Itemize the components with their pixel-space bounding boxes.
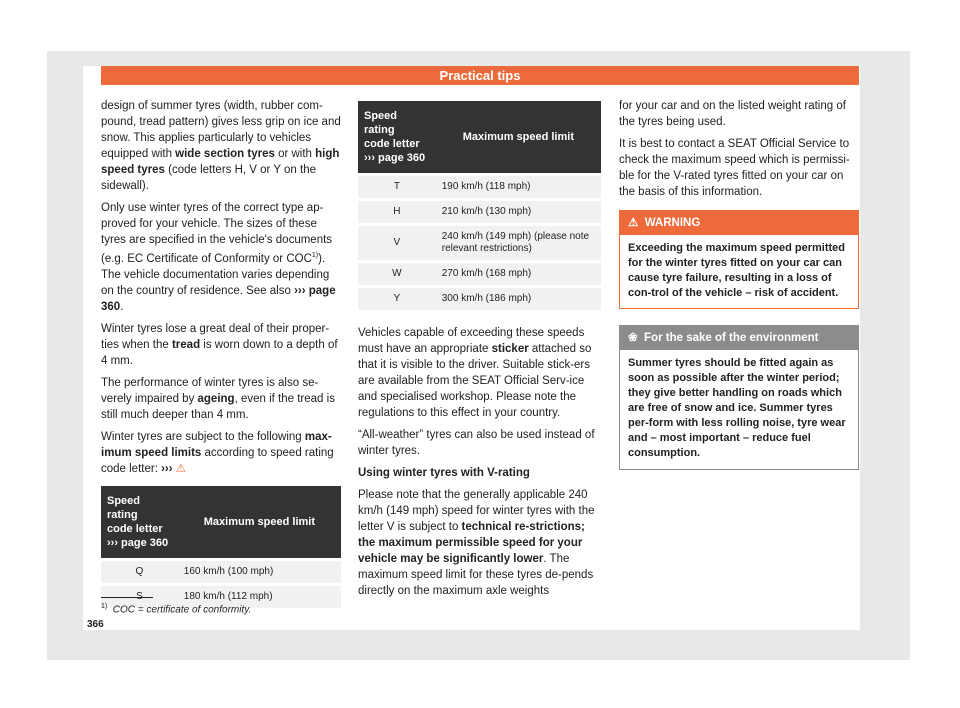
speed-code-cell: Y xyxy=(358,288,436,310)
paragraph-approved-tyres: Only use winter tyres of the correct type ap-proved for your vehicle. The sizes of these tyres are specified in the vehicle's documents (e.g. EC Certificate of Conformity or COC$^{1)}$). The vehicle documentation varies depending on the country of residence. See also ››› page 360. xyxy=(101,202,336,313)
page-number: 366 xyxy=(87,619,104,630)
paragraph-sticker: Vehicles capable of exceeding these speeds must have an appropriate sticker attached so that it is visible to the driver. Suitable stick-ers are available from the SEAT Official Serv-ice and specialised workshop. Please note the regulations to this effect in your country. xyxy=(358,327,592,419)
environment-header xyxy=(620,326,858,350)
footnote: $^{1)}$ COC = certificate of conformity. xyxy=(101,603,252,616)
speed-code-cell: T xyxy=(358,176,436,198)
environment-title: For the sake of the environment xyxy=(644,332,819,344)
table-row xyxy=(358,288,601,310)
environment-body: Summer tyres should be fitted again as soon as possible after the winter period; they give better handling on roads which are free of snow and ice. Summer tyres per-form with less rolling noise, tyre wear and – most important – reduce fuel consumption. xyxy=(628,357,846,459)
paragraph-summer-tyres: design of summer tyres (width, rubber com-pound, tread pattern) gives less grip on ice and snow. This applies particularly to vehicles equipped with wide section tyres or with high speed tyres (code letters H, V or Y on the sidewall). xyxy=(101,100,341,192)
speed-limit-cell: 300 km/h (186 mph) xyxy=(436,288,601,310)
table-header-code: Speed rating code letter ››› page 360 xyxy=(101,486,178,558)
column-right xyxy=(619,98,859,470)
table-row xyxy=(358,226,601,260)
warning-title: WARNING xyxy=(644,217,701,229)
paragraph-speed-limits: Winter tyres are subject to the following max-imum speed limits according to speed rating code letter: ››› ⚠ xyxy=(101,430,334,475)
leaf-icon: ❀ xyxy=(628,332,638,344)
footnote-divider xyxy=(101,597,153,598)
paragraph-tread: Winter tyres lose a great deal of their proper-ties when the tread is worn down to a depth of 4 mm. xyxy=(101,322,338,367)
speed-table-winter-1 xyxy=(101,483,341,611)
subheading-v-rating: Using winter tyres with V-rating xyxy=(358,467,530,479)
table-row xyxy=(358,176,601,198)
table-row xyxy=(101,561,341,583)
speed-limit-cell: 190 km/h (118 mph) xyxy=(436,176,601,198)
column-middle xyxy=(358,101,601,605)
speed-table-winter-2 xyxy=(358,98,601,313)
environment-box xyxy=(619,325,859,470)
table-header-code: Speed rating code letter ››› page 360 xyxy=(358,101,436,173)
speed-limit-cell: 160 km/h (100 mph) xyxy=(178,561,341,583)
speed-limit-cell: 270 km/h (168 mph) xyxy=(436,263,601,285)
table-header-speed: Maximum speed limit xyxy=(436,101,601,173)
speed-code-cell: Q xyxy=(101,561,178,583)
page-reference-link[interactable]: ››› page 360 xyxy=(101,284,336,313)
speed-code-cell: V xyxy=(358,226,436,260)
table-row xyxy=(358,263,601,285)
table-row xyxy=(358,201,601,223)
speed-code-cell: H xyxy=(358,201,436,223)
paragraph-weight-rating: for your car and on the listed weight rating of the tyres being used. xyxy=(619,100,846,128)
speed-code-cell: W xyxy=(358,263,436,285)
speed-limit-cell: 240 km/h (149 mph) (please note relevant restrictions) xyxy=(436,226,601,260)
warning-body: Exceeding the maximum speed permitted for the winter tyres fitted on your car can cause tyre failure, resulting in a loss of con-trol of the vehicle – risk of accident. xyxy=(628,242,846,299)
column-left xyxy=(101,98,341,611)
section-header: Practical tips xyxy=(101,66,859,85)
speed-limit-cell: 180 km/h (112 mph) xyxy=(178,586,341,608)
speed-limit-cell: 210 km/h (130 mph) xyxy=(436,201,601,223)
paragraph-all-weather: “All-weather” tyres can also be used instead of winter tyres. xyxy=(358,429,595,457)
warning-triangle-icon: ⚠ xyxy=(628,217,639,229)
table-header-page-link[interactable]: ››› page 360 xyxy=(364,152,426,164)
warning-triangle-icon: ⚠ xyxy=(175,462,187,475)
paragraph-ageing: The performance of winter tyres is also se-verely impaired by ageing, even if the tread is still much deeper than 4 mm. xyxy=(101,376,335,421)
paragraph-v-rating: Please note that the generally applicable 240 km/h (149 mph) speed for winter tyres with the letter V is subject to technical re-strictions; the maximum permissible speed for your vehicle may be significantly lower. The maximum speed limit for these tyres de-pends directly on the maximum axle weights xyxy=(358,489,595,597)
table-header-speed: Maximum speed limit xyxy=(178,486,341,558)
table-header-page-link[interactable]: ››› page 360 xyxy=(107,536,169,549)
paragraph-seat-service: It is best to contact a SEAT Official Service to check the maximum speed which is permissi-ble for the V-rated tyres fitted on your car on the basis of this information. xyxy=(619,138,850,198)
warning-box xyxy=(619,210,859,309)
warning-reference-link[interactable]: ››› xyxy=(161,462,173,475)
warning-header xyxy=(620,211,858,235)
